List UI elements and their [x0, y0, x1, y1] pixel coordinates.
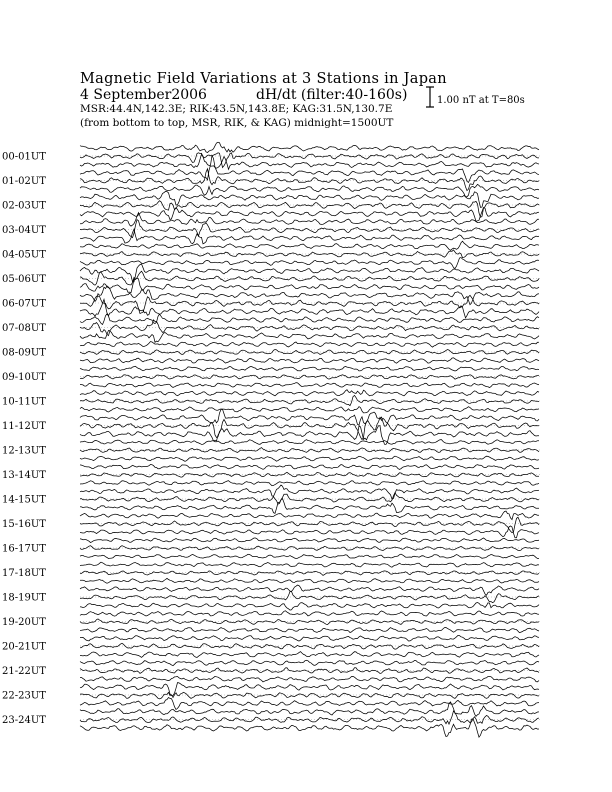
station-trace-msr	[80, 578, 539, 583]
station-trace-msr	[80, 299, 539, 317]
station-trace-msr	[80, 628, 539, 633]
date-label: 4 September2006	[80, 87, 207, 103]
station-order-note: (from bottom to top, MSR, RIK, & KAG) midnight=1500UT	[80, 117, 394, 129]
station-trace-msr	[80, 208, 539, 222]
station-trace-msr	[80, 383, 539, 388]
hour-label: 00-01UT	[2, 151, 46, 163]
station-trace-kag	[80, 511, 539, 519]
station-trace-kag	[80, 702, 539, 717]
station-trace-kag	[80, 611, 539, 616]
station-trace-msr	[80, 229, 539, 244]
station-trace-kag	[80, 635, 539, 641]
station-trace-rik	[80, 250, 539, 258]
station-trace-rik	[80, 517, 539, 533]
station-trace-rik	[80, 619, 539, 625]
hour-label: 09-10UT	[2, 372, 46, 383]
station-trace-kag	[80, 538, 539, 543]
hour-label: 13-14UT	[2, 470, 46, 481]
station-trace-msr	[80, 652, 539, 658]
station-trace-msr	[80, 526, 539, 538]
station-trace-rik	[80, 472, 539, 477]
station-trace-kag	[80, 683, 539, 696]
station-trace-rik	[80, 220, 539, 238]
hour-label: 19-20UT	[2, 617, 46, 628]
station-trace-msr	[80, 499, 539, 514]
station-trace-rik	[80, 571, 539, 576]
hour-label: 22-23UT	[2, 690, 46, 702]
station-trace-kag	[80, 241, 539, 250]
hour-label: 15-16UT	[2, 519, 46, 530]
station-trace-msr	[80, 676, 539, 682]
hour-label: 14-15UT	[2, 494, 46, 506]
station-trace-rik	[80, 546, 539, 551]
hour-label: 21-22UT	[2, 666, 46, 677]
station-trace-kag	[80, 485, 539, 499]
hour-label: 06-07UT	[2, 298, 46, 310]
station-trace-msr	[80, 184, 539, 196]
station-coordinates: MSR:44.4N,142.3E; RIK:43.5N,143.8E; KAG:31.5N,130.7E	[80, 103, 393, 115]
station-trace-kag	[80, 440, 539, 445]
station-trace-rik	[80, 692, 539, 699]
station-trace-kag	[80, 465, 539, 470]
station-trace-msr	[80, 154, 539, 169]
hour-label: 20-21UT	[2, 641, 46, 653]
hour-label: 08-09UT	[2, 347, 46, 359]
scale-label: 1.00 nT at T=80s	[437, 95, 525, 106]
station-trace-rik	[80, 417, 539, 439]
station-trace-kag	[80, 142, 539, 152]
station-trace-kag	[80, 366, 539, 371]
station-trace-msr	[80, 407, 539, 413]
hour-label: 23-24UT	[2, 715, 46, 726]
hour-label: 11-12UT	[2, 421, 46, 432]
station-trace-msr	[80, 258, 539, 269]
station-trace-msr	[80, 554, 539, 558]
station-trace-kag	[80, 409, 539, 426]
station-trace-kag	[80, 585, 539, 595]
station-trace-rik	[80, 375, 539, 379]
hour-label: 12-13UT	[2, 445, 46, 457]
hour-label: 18-19UT	[2, 592, 46, 604]
station-trace-rik	[80, 271, 539, 285]
station-trace-msr	[80, 603, 539, 611]
hour-label: 07-08UT	[2, 323, 46, 334]
station-trace-rik	[80, 493, 539, 504]
hour-label: 16-17UT	[2, 543, 46, 555]
hour-label: 17-18UT	[2, 568, 46, 579]
station-trace-kag	[80, 314, 539, 325]
hour-label: 03-04UT	[2, 225, 46, 236]
hour-label: 02-03UT	[2, 200, 46, 212]
hour-label: 05-06UT	[2, 274, 46, 285]
hour-label: 04-05UT	[2, 249, 46, 261]
hour-label: 01-02UT	[2, 176, 46, 187]
station-trace-msr	[80, 719, 539, 738]
station-trace-msr	[80, 358, 539, 363]
station-trace-kag	[80, 562, 539, 567]
chart-title: Magnetic Field Variations at 3 Stations in Japan	[80, 71, 447, 87]
station-trace-kag	[80, 390, 539, 396]
station-trace-kag	[80, 660, 539, 665]
station-trace-msr	[80, 330, 539, 342]
station-trace-msr	[80, 456, 539, 461]
station-trace-rik	[80, 320, 539, 336]
station-trace-rik	[80, 395, 539, 405]
station-trace-kag	[80, 342, 539, 348]
hour-label: 10-11UT	[2, 396, 46, 408]
station-trace-msr	[80, 481, 539, 486]
filter-label: dH/dt (filter:40-160s)	[256, 87, 408, 103]
